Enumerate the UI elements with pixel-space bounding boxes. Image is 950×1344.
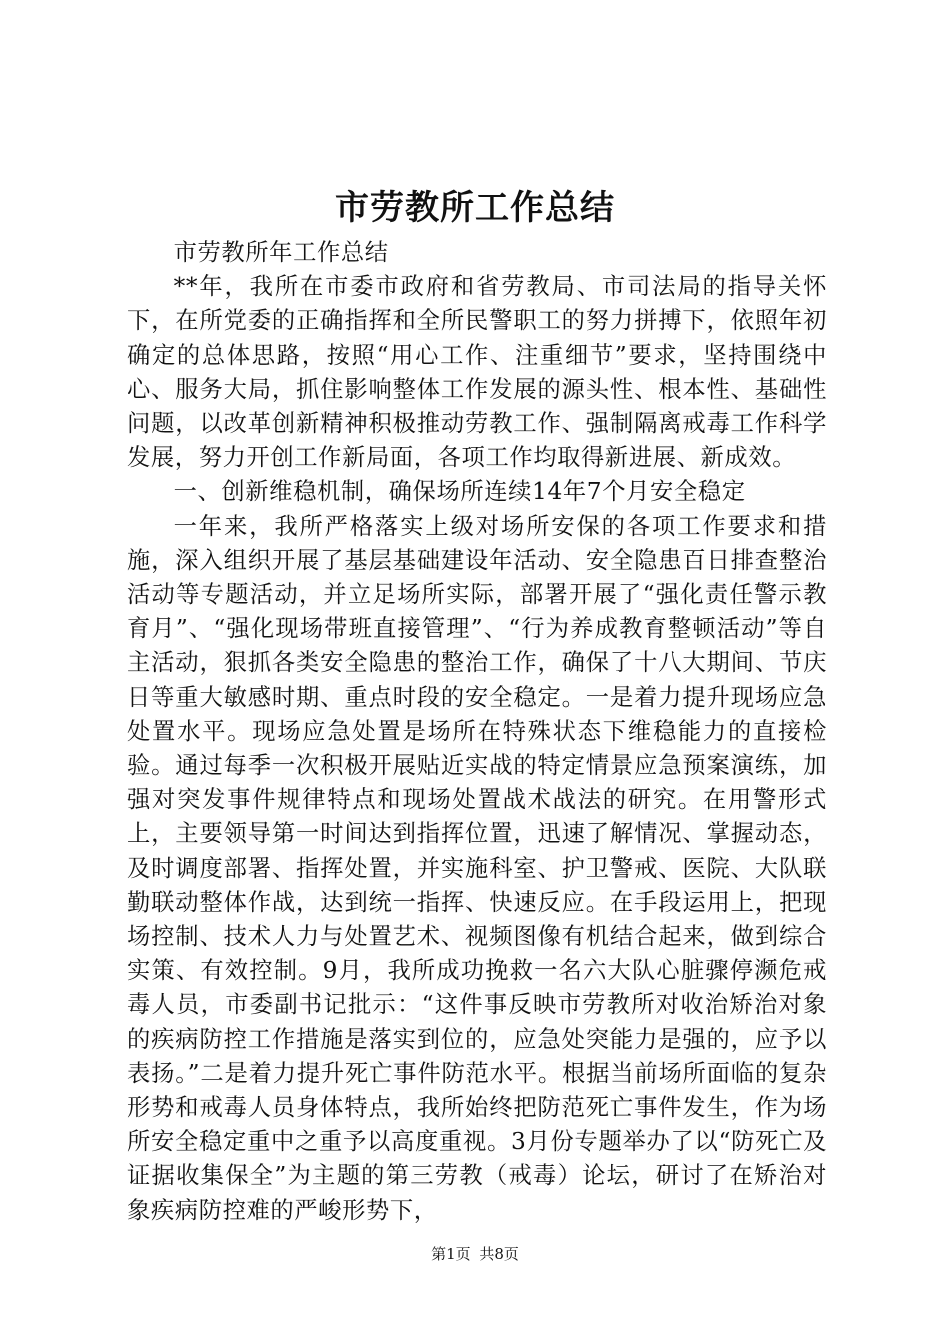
subtitle-paragraph: 市劳教所年工作总结 xyxy=(173,239,389,266)
page-number: 第1页 xyxy=(431,1245,471,1263)
section-paragraph: 一年来，我所严格落实上级对场所安保的各项工作要求和措施，深入组织开展了基层基础建设年活动、安全隐患百日排查整治活动等专题活动，并立足场所实际，部署开展了“强化责任警示教育月”、“强化现场带班直接管理”、“行为养成教育整顿活动”等自主活动，狠抓各类安全隐患的整治工作，确保了十八大期间、节庆日等重大敏感时期、重点时段的安全稳定。一是着力提升现场应急处置水平。现场应急处置是场所在特殊状态下维稳能力的直接检验。通过每季一次积极开展贴近实战的特定情景应急预案演练，加强对突发事件规律特点和现场处置战术战法的研究。在用警形式上，主要领导第一时间达到指挥位置，迅速了解情况、掌握动态，及时调度部署、指挥处置，并实施科室、护卫警戒、医院、大队联勤联动整体作战，达到统一指挥、快速反应。在手段运用上，把现场控制、技术人力与处置艺术、视频图像有机结合起来，做到综合实策、有效控制。9月，我所成功挽救一名六大队心脏骤停濒危戒毒人员，市委副书记批示：“这件事反映市劳教所对收治矫治对象的疾病防控工作措施是落实到位的，应急处突能力是强的，应予以表扬。”二是着力提升死亡事件防范水平。根据当前场所面临的复杂形势和戒毒人员身体特点，我所始终把防范死亡事件发生，作为场所安全稳定重中之重予以高度重视。3月份专题举办了以“防死亡及证据收集保全”为主题的第三劳教（戒毒）论坛，研讨了在矫治对象疾病防控难的严峻形势下， xyxy=(127,512,827,1224)
page-total: 共8页 xyxy=(479,1245,519,1263)
document-title: 市劳教所工作总结 xyxy=(335,188,615,228)
page-footer xyxy=(0,1244,950,1264)
document-body xyxy=(127,236,827,1228)
section-heading: 一、创新维稳机制，确保场所连续14年7个月安全稳定 xyxy=(173,478,746,506)
intro-paragraph: **年，我所在市委市政府和省劳教局、市司法局的指导关怀下，在所党委的正确指挥和全所民警职工的努力拼搏下，依照年初确定的总体思路，按照“用心工作、注重细节”要求，坚持围绕中心、服务大局，抓住影响整体工作发展的源头性、根本性、基础性问题，以改革创新精神积极推动劳教工作、强制隔离戒毒工作科学发展，努力开创工作新局面，各项工作均取得新进展、新成效。 xyxy=(127,273,827,472)
